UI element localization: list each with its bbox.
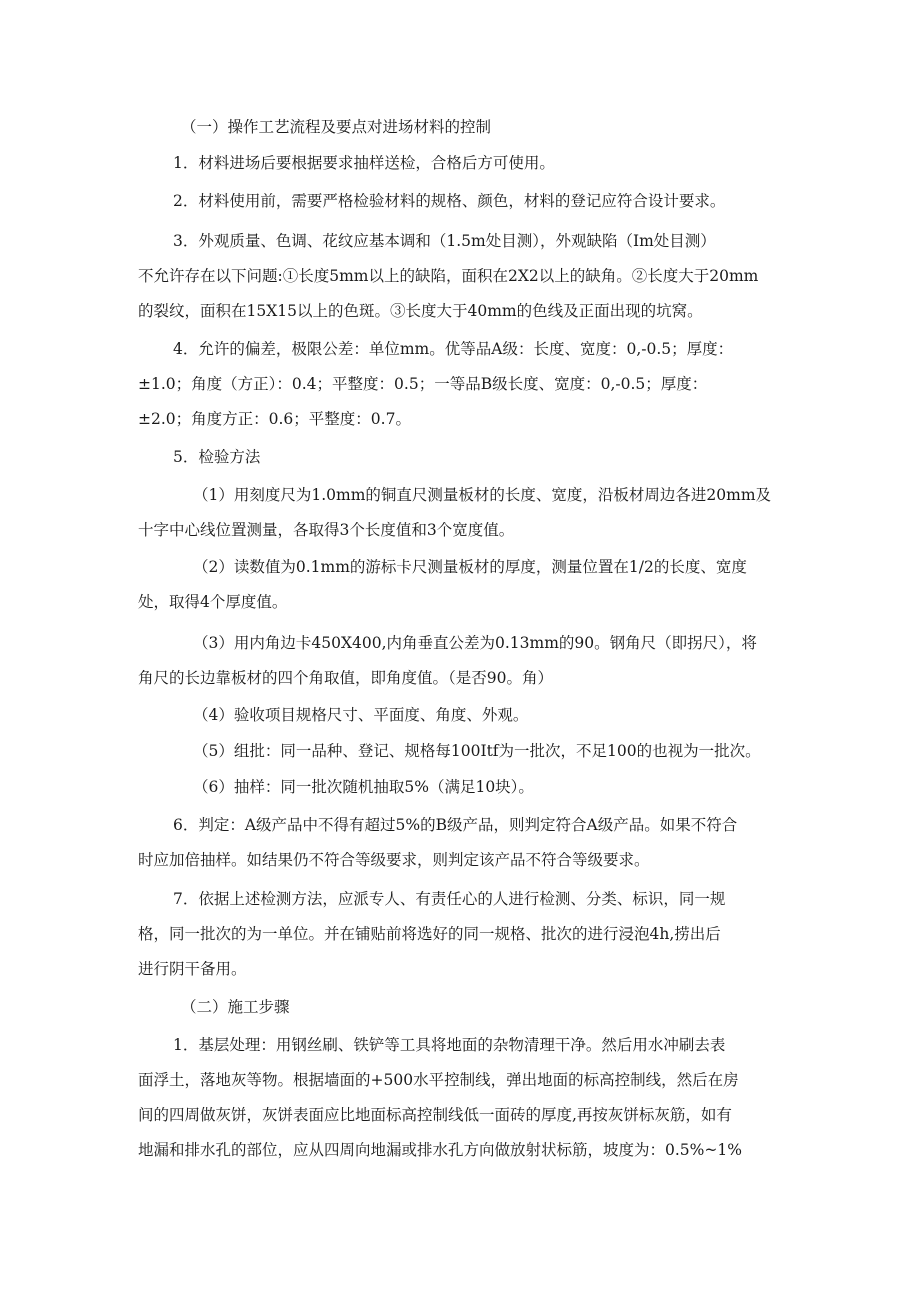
subitem-line: 角尺的长边靠板材的四个角取值，即角度值。（是否90。角） (138, 669, 553, 687)
step-line: 间的四周做灰饼，灰饼表面应比地面标高控制线低一面砖的厚度,再按灰饼标灰筋，如有 (138, 1106, 732, 1124)
item-7 (138, 882, 784, 987)
heading-text: （一）操作工艺流程及要点对进场材料的控制 (181, 118, 492, 136)
subitem-line: （6）抽样：同一批次随机抽取5%（满足10块）。 (193, 778, 534, 796)
subitem-line: （5）组批：同一品种、登记、规格每100Itf为一批次，不足100的也视为一批次。 (193, 742, 761, 760)
item-line: ±1.0；角度（方正）：0.4；平整度：0.5；一等品B级长度、宽度：0,-0.5；厚度： (138, 375, 708, 393)
item-line: ±2.0；角度方正：0.6；平整度：0.7。 (138, 410, 411, 428)
subitem-line: 十字中心线位置测量，各取得3个长度值和3个宽度值。 (138, 521, 515, 539)
step-1 (138, 1028, 784, 1168)
subitem-line: （1）用刻度尺为1.0mm的铜直尺测量板材的长度、宽度，沿板材周边各进20mm及 (193, 486, 772, 504)
item-line: 格，同一批次的为一单位。并在铺贴前将选好的同一规格、批次的进行浸泡4h,捞出后 (138, 925, 721, 943)
subitem-line: （3）用内角边卡450X400,内角垂直公差为0.13mm的90。钢角尺（即拐尺），将 (193, 634, 757, 652)
item-line: 7．依据上述检测方法，应派专人、有责任心的人进行检测、分类、标识，同一规 (173, 890, 726, 908)
item-line: 进行阴干备用。 (138, 960, 247, 978)
item-2 (138, 184, 784, 219)
subitem-line: （4）验收项目规格尺寸、平面度、角度、外观。 (193, 706, 529, 724)
step-line: 地漏和排水孔的部位，应从四周向地漏或排水孔方向做放射状标筋，坡度为：0.5%~1% (138, 1141, 742, 1159)
subitem-1 (138, 478, 784, 548)
item-line: 3．外观质量、色调、花纹应基本调和（1.5m处目测），外观缺陷（Im处目测） (173, 232, 716, 250)
item-line: 1．材料进场后要根据要求抽样送检，合格后方可使用。 (173, 154, 555, 172)
subitem-line: 处，取得4个厚度值。 (138, 593, 288, 611)
item-line: 5．检验方法 (173, 448, 261, 466)
step-line: 面浮土，落地灰等物。根据墙面的+500水平控制线，弹出地面的标高控制线，然后在房 (138, 1071, 739, 1089)
item-4 (138, 332, 784, 437)
item-line: 时应加倍抽样。如结果仍不符合等级要求，则判定该产品不符合等级要求。 (138, 851, 650, 869)
item-line: 2．材料使用前，需要严格检验材料的规格、颜色，材料的登记应符合设计要求。 (173, 192, 726, 210)
item-line: 4．允许的偏差，极限公差：单位mm。优等品A级：长度、宽度：0,-0.5；厚度： (173, 340, 734, 358)
heading-text: （二）施工步骤 (181, 998, 290, 1016)
subitem-line: （2）读数值为0.1mm的游标卡尺测量板材的厚度，测量位置在1/2的长度、宽度 (193, 558, 747, 576)
subitem-4 (138, 698, 784, 733)
subitem-6 (138, 770, 784, 805)
section-heading-1 (138, 110, 784, 145)
section-heading-2 (138, 990, 784, 1025)
subitem-3 (138, 626, 784, 696)
item-line: 6．判定：A级产品中不得有超过5%的B级产品，则判定符合A级产品。如果不符合 (173, 816, 738, 834)
step-line: 1．基层处理：用钢丝刷、铁铲等工具将地面的杂物清理干净。然后用水冲刷去表 (173, 1036, 726, 1054)
item-line: 的裂纹，面积在15X15以上的色斑。③长度大于40mm的色线及正面出现的坑窝。 (138, 302, 703, 320)
subitem-2 (138, 550, 784, 620)
subitem-5 (138, 734, 784, 769)
item-1 (138, 146, 784, 181)
item-line: 不允许存在以下问题:①长度5mm以上的缺陷，面积在2X2以上的缺角。②长度大于20mm (138, 267, 759, 285)
item-6 (138, 808, 784, 878)
item-5 (138, 440, 784, 475)
item-3 (138, 224, 784, 329)
